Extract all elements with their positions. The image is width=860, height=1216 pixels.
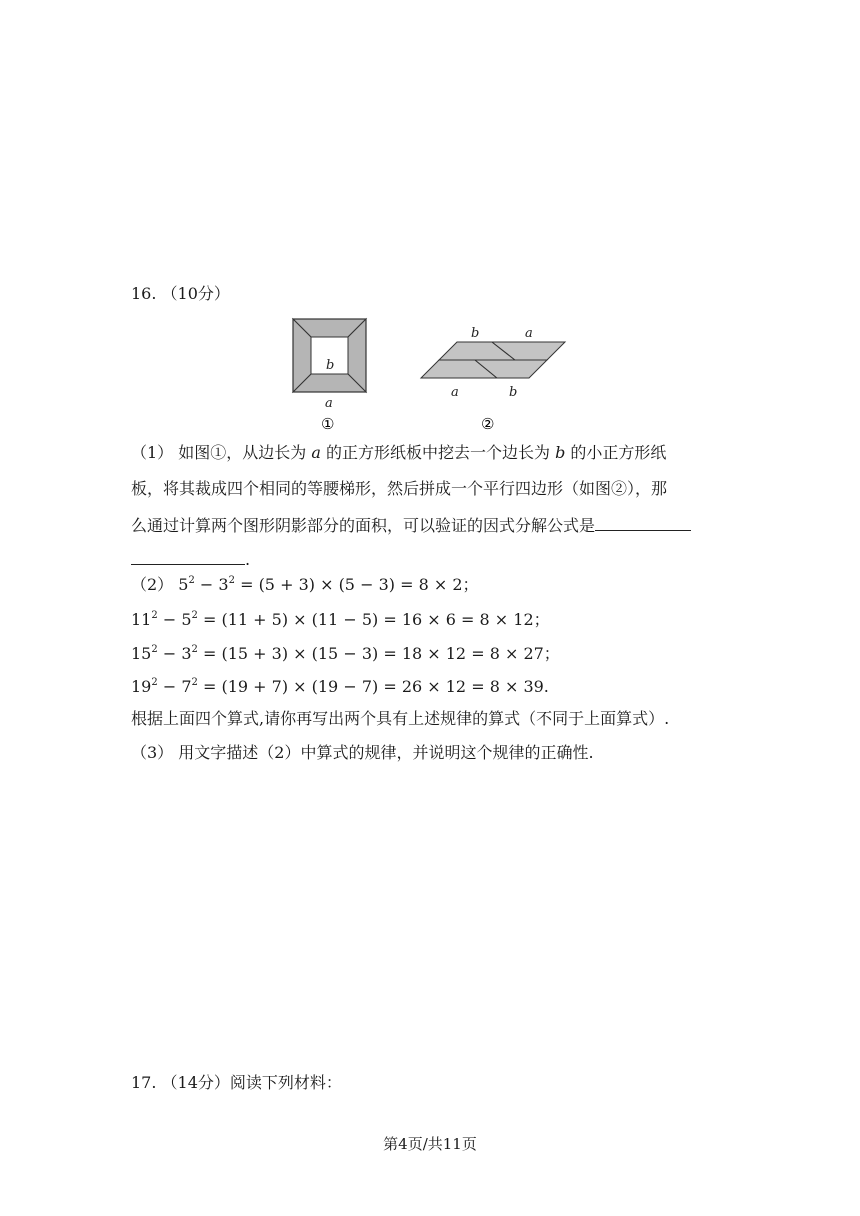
label-b: b: [326, 358, 335, 373]
var-b: b: [555, 443, 566, 462]
question-17-header: 17. （14分）阅读下列材料：: [131, 1073, 342, 1092]
equation-2: $11^2 - 5^2 = (11 + 5) \times (11 - 5) = 16 \times 6 = 8 \times 12$；: [131, 610, 550, 629]
equation-3: $15^2 - 3^2 = (15 + 3) \times (15 - 3) = 18 \times 12 = 8 \times 27$；: [131, 644, 560, 663]
answer-blank[interactable]: [595, 514, 691, 531]
label-top-b: b: [471, 326, 480, 341]
equation-4: $19^2 - 7^2 = (19 + 7) \times (19 - 7) = 26 \times 12 = 8 \times 39$.: [131, 677, 549, 696]
label-bottom-b: b: [509, 385, 518, 400]
part1-line4: .: [131, 548, 250, 570]
label-a: a: [325, 396, 333, 411]
question-16-header: 16. （10分）: [131, 284, 230, 303]
part1-line2: 板，将其裁成四个相同的等腰梯形，然后拼成一个平行四边形（如图②），那: [131, 479, 668, 498]
part1-line3: 么通过计算两个图形阴影部分的面积，可以验证的因式分解公式是: [131, 514, 691, 536]
part3-question: （3） 用文字描述（2）中算式的规律，并说明这个规律的正确性.: [131, 743, 594, 762]
figure-parallelogram: [415, 318, 575, 434]
page-footer: 第4页/共11页: [383, 1135, 477, 1153]
label-top-a: a: [525, 326, 533, 341]
equation-1: （2） $5^2 - 3^2 = (5 + 3) \times (5 - 3) = 8 \times 2$；: [131, 575, 479, 594]
label-bottom-a: a: [451, 385, 459, 400]
figure-square-frame: [280, 312, 380, 434]
answer-blank-cont[interactable]: [131, 548, 245, 565]
figure-2-caption: ②: [481, 415, 495, 433]
part2-instruction: 根据上面四个算式,请你再写出两个具有上述规律的算式（不同于上面算式）.: [131, 709, 670, 728]
figure-1-caption: ①: [321, 415, 335, 433]
part1-line1: （1） 如图①，从边长为 a 的正方形纸板中挖去一个边长为 b 的小正方形纸: [131, 443, 667, 462]
var-a: a: [311, 443, 321, 462]
